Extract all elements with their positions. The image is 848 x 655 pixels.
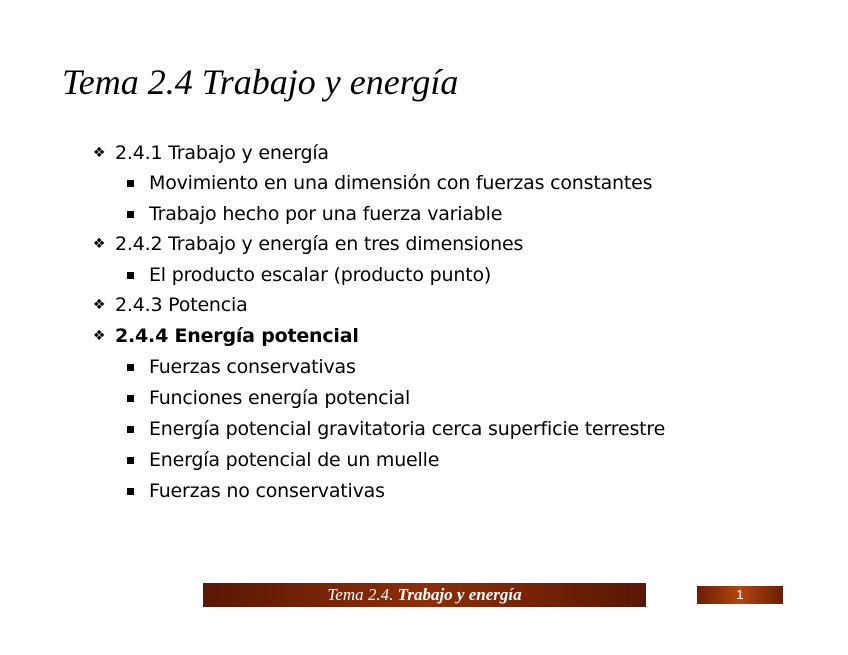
outline-subitem — [149, 171, 652, 195]
diamond-bullet-icon: ❖ — [92, 236, 106, 252]
outline-subitem — [149, 386, 410, 410]
square-bullet-icon — [127, 488, 134, 495]
square-bullet-icon — [127, 426, 134, 433]
outline-subitem — [149, 263, 491, 287]
footer-prefix: Tema 2.4. — [327, 585, 394, 604]
footer-bar — [203, 583, 646, 607]
outline-subitem-label: El producto escalar (producto punto) — [149, 264, 492, 286]
outline-subitem — [149, 417, 665, 441]
slide-title: Tema 2.4 Trabajo y energía — [62, 62, 459, 102]
page-number: 1 — [697, 586, 783, 604]
outline-subitem-label: Energía potencial gravitatoria cerca superficie terrestre — [149, 418, 666, 440]
outline-item-label: 2.4.2 Trabajo y energía en tres dimensiones — [115, 233, 524, 255]
square-bullet-icon — [127, 395, 134, 402]
outline-subitem-label: Energía potencial de un muelle — [149, 449, 440, 471]
outline-subitem — [149, 355, 356, 379]
square-bullet-icon — [127, 180, 134, 187]
square-bullet-icon — [127, 211, 134, 218]
outline-item — [92, 141, 329, 165]
outline-item-label: 2.4.1 Trabajo y energía — [115, 142, 329, 164]
diamond-bullet-icon: ❖ — [92, 145, 106, 161]
outline-item-label: 2.4.4 Energía potencial — [115, 325, 359, 347]
outline-subitem-label: Fuerzas conservativas — [149, 356, 356, 378]
outline-item-current — [92, 324, 359, 348]
square-bullet-icon — [127, 364, 134, 371]
outline-subitem — [149, 202, 502, 226]
outline-subitem-label: Funciones energía potencial — [149, 387, 411, 409]
outline-subitem-label: Trabajo hecho por una fuerza variable — [149, 203, 503, 225]
outline-item-label: 2.4.3 Potencia — [115, 294, 248, 316]
square-bullet-icon — [127, 272, 134, 279]
outline-subitem-label: Fuerzas no conservativas — [149, 480, 385, 502]
diamond-bullet-icon: ❖ — [92, 297, 106, 313]
footer-title: Trabajo y energía — [397, 585, 522, 604]
outline-item — [92, 293, 248, 317]
outline-subitem — [149, 479, 385, 503]
outline-item — [92, 232, 524, 256]
diamond-bullet-icon: ❖ — [92, 328, 106, 344]
outline-subitem — [149, 448, 439, 472]
outline-subitem-label: Movimiento en una dimensión con fuerzas constantes — [149, 172, 653, 194]
square-bullet-icon — [127, 457, 134, 464]
